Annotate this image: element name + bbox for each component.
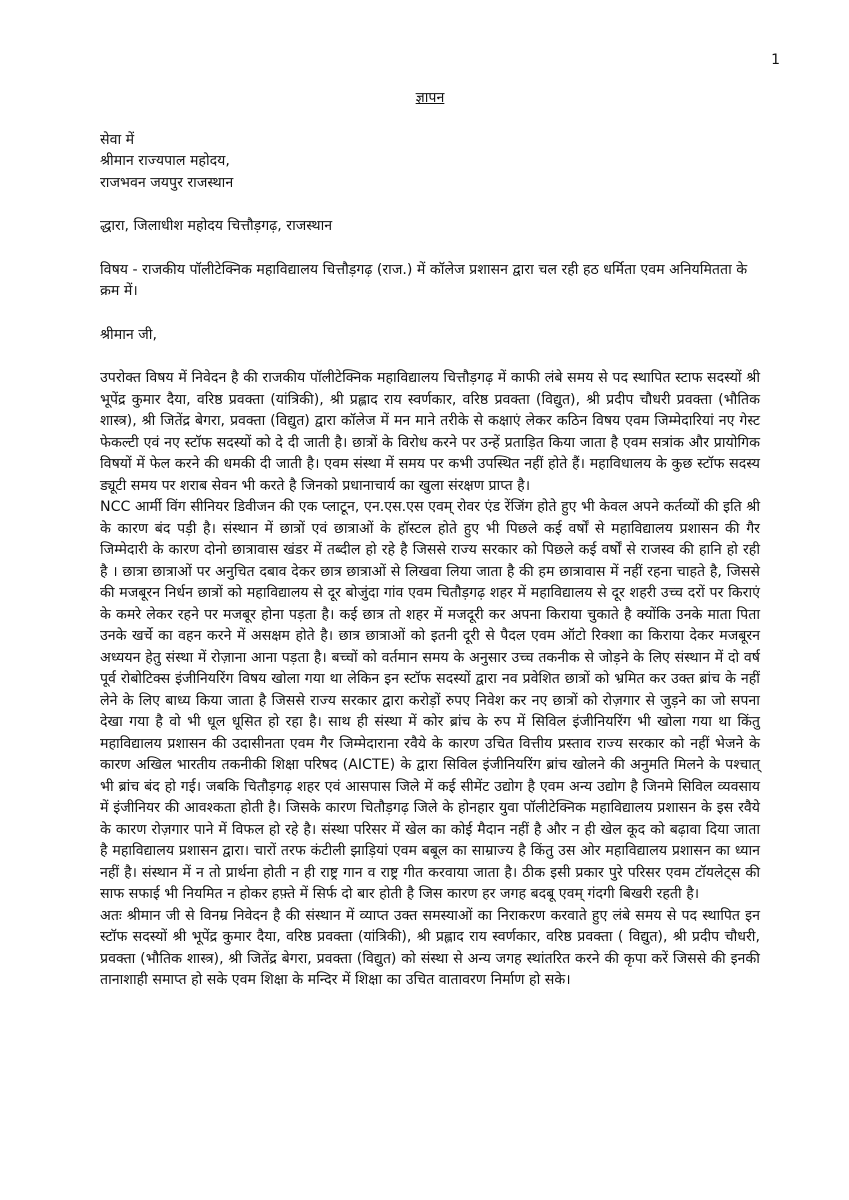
via-line: द्धारा, जिलाधीश महोदय चित्तौड़गढ़, राजस्थान (100, 218, 333, 234)
body-paragraph: अतः श्रीमान जी से विनम्र निवेदन है की संस्थान में व्याप्त उक्त समस्याओं का निराकरण करवाते हुए लंबे समय से पद स्थापित इन स्टॉफ सदस्यों श्री भूपेंद्र कुमार दैया, वरिष्ठ प्रवक्ता (यांत्रिकी), श्री प्रह्लाद राय स्वर्णकार, वरिष्ठ प्रवक्ता ( विद्युत), श्री प्रदीप चौधरी, प्रवक्ता (भौतिक शास्त्र), श्री जितेंद्र बेगरा, प्रवक्ता (विद्युत) को संस्था से अन्य जगह स्थांतरित करने की कृपा करें जिससे की इनकी तानाशाही समाप्त हो सके एवम शिक्षा के मन्दिर में शिक्षा का उचित वातावरण निर्माण हो सके। (100, 907, 760, 988)
body-paragraph: NCC आर्मी विंग सीनियर डिवीजन की एक प्लाटून, एन.एस.एस एवम् रोवर एंड रेंजिंग होते हुए भी केवल अपने कर्तव्यों की इति श्री के कारण बंद पड़ी है। संस्थान में छात्रों एवं छात्राओं के हॉस्टल होते हुए भी पिछले कई वर्षों से महाविद्यालय प्रशासन की गैर जिम्मेदारी के कारण दोनो छात्रावास खंडर में तब्दील हो रहे है जिससे राज्य सरकार को पिछले कई वर्षों से राजस्व की हानि हो रही है । छात्रा छात्राओं पर अनुचित दबाव देकर छात्र छात्राओं से लिखवा लिया जाता है की हम छात्रावास में नहीं रहना चाहते है, जिससे की मजबूरन निर्धन छात्रों को महाविद्यालय से दूर बोजुंदा गांव एवम चितौड़गढ़ शहर में महाविद्यालय से दूर शहरी उच्च दरों पर किराएं के कमरे लेकर रहने पर मजबूर होना पड़ता है। कई छात्र तो शहर में मजदूरी कर अपना किराया चुकाते है क्योंकि उनके माता पिता उनके खर्चे का वहन करने में असक्षम होते है। छात्र छात्राओं को इतनी दूरी से पैदल एवम ऑटो रिक्शा का किराया देकर मजबूरन अध्ययन हेतु संस्था में रोज़ाना आना पड़ता है। बच्चों को वर्तमान समय के अनुसार उच्च तकनीक से जोड़ने के लिए संस्थान में दो वर्ष पूर्व रोबोटिक्स इंजीनियरिंग विषय खोला गया था लेकिन इन स्टॉफ सदस्यों द्वारा नव प्रवेशित छात्रों को भ्रमित कर उक्त ब्रांच के नहीं लेने के लिए बाध्य किया जाता है जिससे राज्य सरकार द्वारा करोड़ों रुपए निवेश कर नए छात्रों को रोज़गार से जुड़ने का जो सपना देखा गया है वो भी धूल धूसित हो रहा है। साथ ही संस्था में कोर ब्रांच के रुप में सिविल इंजीनियरिंग भी खोला गया था किंतु महाविद्यालय प्रशासन की उदासीनता एवम गैर जिम्मेदाराना रवैये के कारण उचित वित्तीय प्रस्ताव राज्य सरकार को नहीं भेजने के कारण अखिल भारतीय तकनीकी शिक्षा परिषद (AICTE) के द्वारा सिविल इंजीनियरिंग ब्रांच खोलने की अनुमति मिलने के पश्चात् भी ब्रांच बंद हो गई। जबकि चितौड़गढ़ शहर एवं आसपास जिले में कई सीमेंट उद्योग है एवम अन्य उद्योग है जिनमे सिविल व्यवसाय में इंजीनियर की आवश्कता होती है। जिसके कारण चितौड़गढ़ जिले के होनहार युवा पॉलीटेक्निक महाविद्यालय प्रशासन के इस रवैये के कारण रोज़गार पाने में विफल हो रहे है। संस्था परिसर में खेल का कोई मैदान नहीं है और न ही खेल कूद को बढ़ावा दिया जाता है महाविद्यालय प्रशासन द्वारा। चारों तरफ कंटीली झाड़ियां एवम बबूल का साम्राज्य है किंतु उस ओर महाविद्यालय प्रशासन का ध्यान नहीं है। संस्थान में न तो प्रार्थना होती न ही राष्ट्र गान व राष्ट्र गीत करवाया जाता है। ठीक इसी प्रकार पुरे परिसर एवम टॉयलेट्स की साफ सफाई भी नियमित न होकर हफ़्ते में सिर्फ दो बार होती है जिस कारण हर जगह बदबू एवम् गंदगी बिखरी रहती है। (100, 499, 760, 902)
letter-title: ज्ञापन (415, 90, 445, 106)
subject-line: विषय - राजकीय पॉलीटेक्निक महाविद्यालय चित्तौड़गढ़ (राज.) में कॉलेज प्रशासन द्वारा चल रही हठ धर्मिता एवम अनियमितता के क्रम में। (100, 261, 748, 299)
body-paragraph: उपरोक्त विषय में निवेदन है की राजकीय पॉलीटेक्निक महाविद्यालय चित्तौड़गढ़ में काफी लंबे समय से पद स्थापित स्टाफ सदस्यों श्री भूपेंद्र कुमार दैया, वरिष्ठ प्रवक्ता (यांत्रिकी), श्री प्रह्लाद राय स्वर्णकार, वरिष्ठ प्रवक्ता (विद्युत), श्री प्रदीप चौधरी प्रवक्ता (भौतिक शास्त्र), श्री जितेंद्र बेगरा, प्रवक्ता (विद्युत) द्वारा कॉलेज में मन माने तरीके से कक्षाएं लेकर कठिन विषय एवम जिम्मेदारियां नए गेस्ट फेकल्टी एवं नए स्टॉफ सदस्यों को दे दी जाती है। छात्रों के विरोध करने पर उन्हें प्रताड़ित किया जाता है एवम सत्रांक और प्रायोगिक विषयों में फेल करने की धमकी दी जाती है। एवम संस्था में समय पर कभी उपस्थित नहीं होते हैं। महाविधालय के कुछ स्टॉफ सदस्य ड्यूटी समय पर शराब सेवन भी करते है जिनको प्रधानाचार्य का खुला संरक्षण प्राप्त है। (100, 370, 760, 494)
recipient-address (100, 130, 760, 195)
address-line: श्रीमान राज्यपाल महोदय, (100, 153, 230, 169)
letter-body (100, 88, 760, 992)
address-line: राजभवन जयपुर राजस्थान (100, 174, 234, 191)
address-line: सेवा में (100, 131, 135, 148)
salutation: श्रीमान जी, (100, 326, 157, 343)
page-number: 1 (771, 52, 780, 68)
